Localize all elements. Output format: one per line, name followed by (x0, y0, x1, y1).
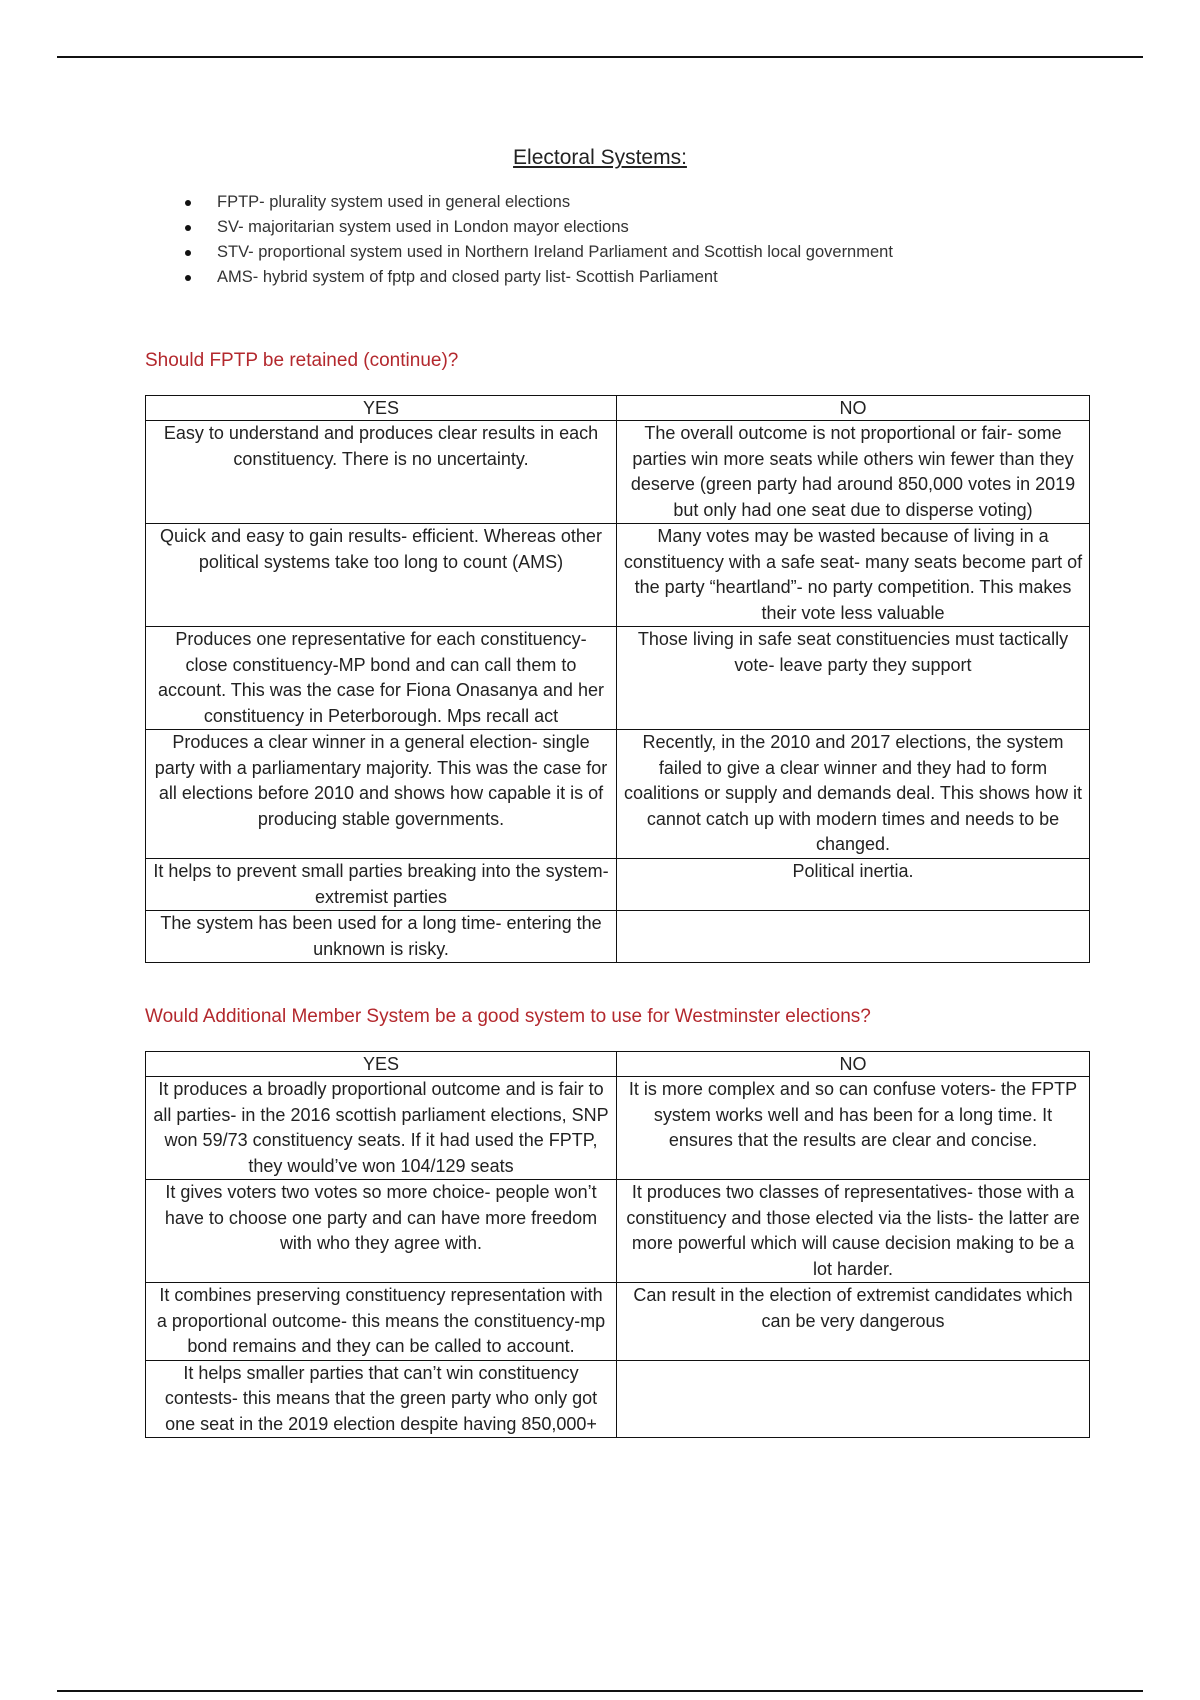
no-cell: The overall outcome is not proportional or fair- some parties win more seats while others win fewer than they deserve (green party had around 850,000 votes in 2019 but only had one seat due to disperse voting) (617, 421, 1090, 524)
table-header-row (146, 1052, 1090, 1077)
table-row (146, 524, 1090, 627)
yes-column-header: YES (146, 1052, 617, 1077)
yes-cell: It helps smaller parties that can’t win constituency contests- this means that the green party who only got one seat in the 2019 election despite having 850,000+ (146, 1360, 617, 1438)
yes-cell: The system has been used for a long time- entering the unknown is risky. (146, 911, 617, 963)
ams-table (145, 1051, 1090, 1438)
table-row (146, 1360, 1090, 1438)
bullet-icon (185, 275, 191, 281)
no-cell: Can result in the election of extremist candidates which can be very dangerous (617, 1283, 1090, 1361)
fptp-table (145, 395, 1090, 963)
no-cell: Those living in safe seat constituencies must tactically vote- leave party they support (617, 627, 1090, 730)
table-row (146, 730, 1090, 859)
list-item: AMS- hybrid system of fptp and closed party list- Scottish Parliament (185, 265, 893, 290)
bullet-list (185, 190, 893, 290)
no-cell: Political inertia. (617, 859, 1090, 911)
no-column-header: NO (617, 396, 1090, 421)
yes-cell: It produces a broadly proportional outcome and is fair to all parties- in the 2016 scottish parliament elections, SNP won 59/73 constituency seats. If it had used the FPTP, they would’ve won 104/129 seats (146, 1077, 617, 1180)
table-row (146, 627, 1090, 730)
table-row (146, 859, 1090, 911)
bullet-icon (185, 200, 191, 206)
list-item: SV- majoritarian system used in London mayor elections (185, 215, 893, 240)
page-title: Electoral Systems: (513, 146, 687, 169)
fptp-question-heading: Should FPTP be retained (continue)? (145, 350, 459, 371)
table-row (146, 421, 1090, 524)
yes-cell: It combines preserving constituency representation with a proportional outcome- this means the constituency-mp bond remains and they can be called to account. (146, 1283, 617, 1361)
bullet-icon (185, 250, 191, 256)
yes-cell: Quick and easy to gain results- efficient. Whereas other political systems take too long to count (AMS) (146, 524, 617, 627)
table-row (146, 911, 1090, 963)
yes-cell: Produces a clear winner in a general election- single party with a parliamentary majority. This was the case for all elections before 2010 and shows how capable it is of producing stable governments. (146, 730, 617, 859)
yes-cell: It gives voters two votes so more choice- people won’t have to choose one party and can have more freedom with who they agree with. (146, 1180, 617, 1283)
no-cell: It is more complex and so can confuse voters- the FPTP system works well and has been for a long time. It ensures that the results are clear and concise. (617, 1077, 1090, 1180)
page-top-rule (57, 56, 1143, 58)
yes-cell: It helps to prevent small parties breaking into the system- extremist parties (146, 859, 617, 911)
table-row (146, 1283, 1090, 1361)
ams-question-heading: Would Additional Member System be a good system to use for Westminster elections? (145, 1006, 871, 1027)
no-cell: Recently, in the 2010 and 2017 elections, the system failed to give a clear winner and they had to form coalitions or supply and demands deal. This shows how it cannot catch up with modern times and needs to be changed. (617, 730, 1090, 859)
no-cell (617, 1360, 1090, 1438)
bullet-icon (185, 225, 191, 231)
yes-cell: Easy to understand and produces clear results in each constituency. There is no uncertainty. (146, 421, 617, 524)
page-bottom-rule (57, 1690, 1143, 1692)
list-item: STV- proportional system used in Northern Ireland Parliament and Scottish local government (185, 240, 893, 265)
table-row (146, 1180, 1090, 1283)
table-header-row (146, 396, 1090, 421)
no-column-header: NO (617, 1052, 1090, 1077)
yes-column-header: YES (146, 396, 617, 421)
no-cell (617, 911, 1090, 963)
no-cell: Many votes may be wasted because of living in a constituency with a safe seat- many seats become part of the party “heartland”- no party competition. This makes their vote less valuable (617, 524, 1090, 627)
list-item: FPTP- plurality system used in general elections (185, 190, 893, 215)
yes-cell: Produces one representative for each constituency- close constituency-MP bond and can call them to account. This was the case for Fiona Onasanya and her constituency in Peterborough. Mps recall act (146, 627, 617, 730)
table-row (146, 1077, 1090, 1180)
no-cell: It produces two classes of representatives- those with a constituency and those elected via the lists- the latter are more powerful which will cause decision making to be a lot harder. (617, 1180, 1090, 1283)
